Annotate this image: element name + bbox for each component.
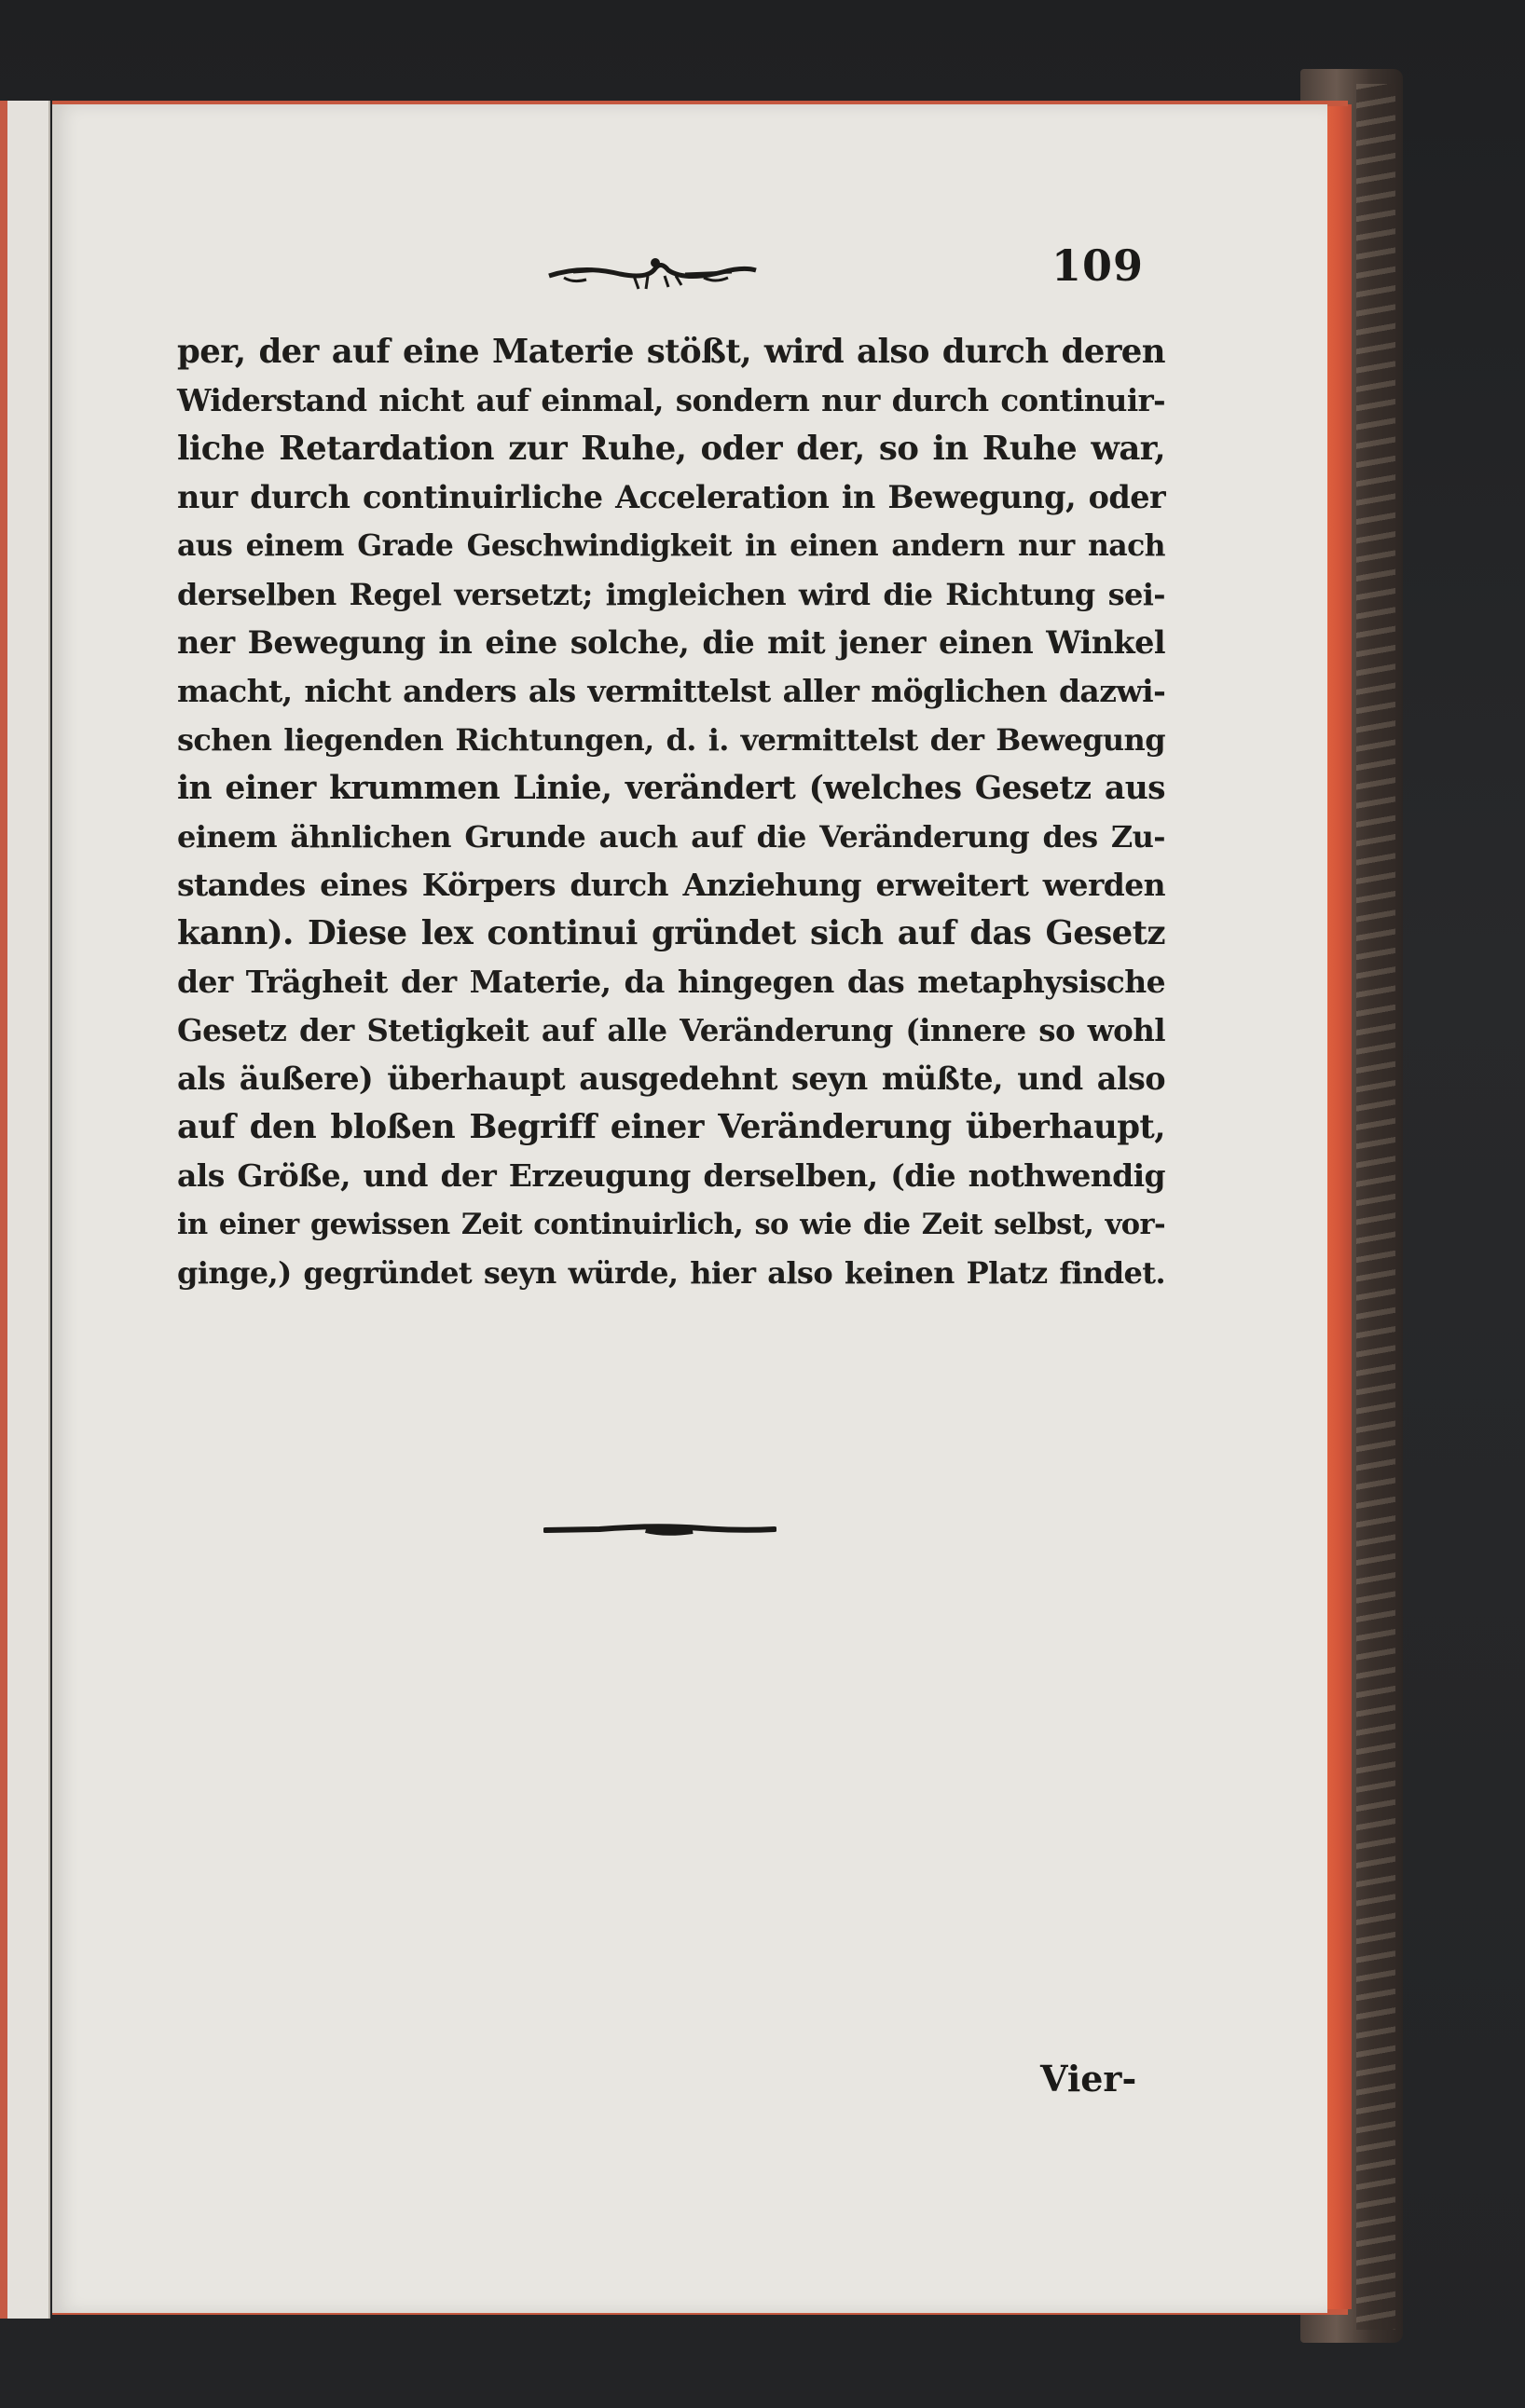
text-line: per, der auf eine Materie stößt, wird also durch deren (177, 333, 1165, 371)
cover-marbling (1356, 84, 1395, 2330)
text-line: aus einem Grade Geschwindigkeit in einen andern nur nach (177, 528, 1165, 563)
text-line: einem ähnlichen Grunde auch auf die Veränderung des Zu- (177, 819, 1165, 855)
text-line: in einer krummen Linie, verändert (welches Gesetz aus (177, 770, 1165, 807)
previous-page-edge (0, 101, 50, 2319)
page-number: 109 (1051, 240, 1145, 291)
red-page-edge (1326, 104, 1352, 2309)
text-line: als Größe, und der Erzeugung derselben, (die nothwendig (177, 1157, 1165, 1194)
text-line: derselben Regel versetzt; imgleichen wird die Richtung sei- (177, 577, 1165, 612)
text-line: in einer gewissen Zeit continuirlich, so wie die Zeit selbst, vor- (177, 1208, 1165, 1241)
text-line: auf den bloßen Begriff einer Veränderung überhaupt, (177, 1108, 1165, 1146)
text-line: Widerstand nicht auf einmal, sondern nur durch continuir- (177, 382, 1165, 418)
text-line: ner Bewegung in eine solche, die mit jener einen Winkel (177, 624, 1165, 661)
text-line: schen liegenden Richtungen, d. i. vermittelst der Bewegung (177, 722, 1165, 758)
text-line: Gesetz der Stetigkeit auf alle Veränderung (innere so wohl (177, 1012, 1165, 1048)
left-red-edge (0, 101, 7, 2319)
text-line: der Trägheit der Materie, da hingegen das metaphysische (177, 964, 1165, 1000)
text-line: kann). Diese lex continui gründet sich auf das Gesetz (177, 914, 1165, 952)
catchword: Vier- (1040, 2058, 1137, 2100)
text-line: macht, nicht anders als vermittelst aller möglichen dazwi- (177, 673, 1166, 709)
text-line: ginge,) gegründet seyn würde, hier also keinen Platz findet. (177, 1255, 1165, 1291)
page-text (177, 328, 1165, 1297)
text-line: standes eines Körpers durch Anziehung erweitert werden (177, 867, 1165, 903)
text-line: liche Retardation zur Ruhe, oder der, so in Ruhe war, (177, 430, 1165, 468)
text-line: als äußere) überhaupt ausgedehnt seyn müßte, und also (177, 1060, 1165, 1097)
floral-ornament-icon (545, 248, 760, 291)
closing-rule (543, 1521, 776, 1539)
text-line: nur durch continuirliche Acceleration in Bewegung, oder (177, 479, 1165, 515)
